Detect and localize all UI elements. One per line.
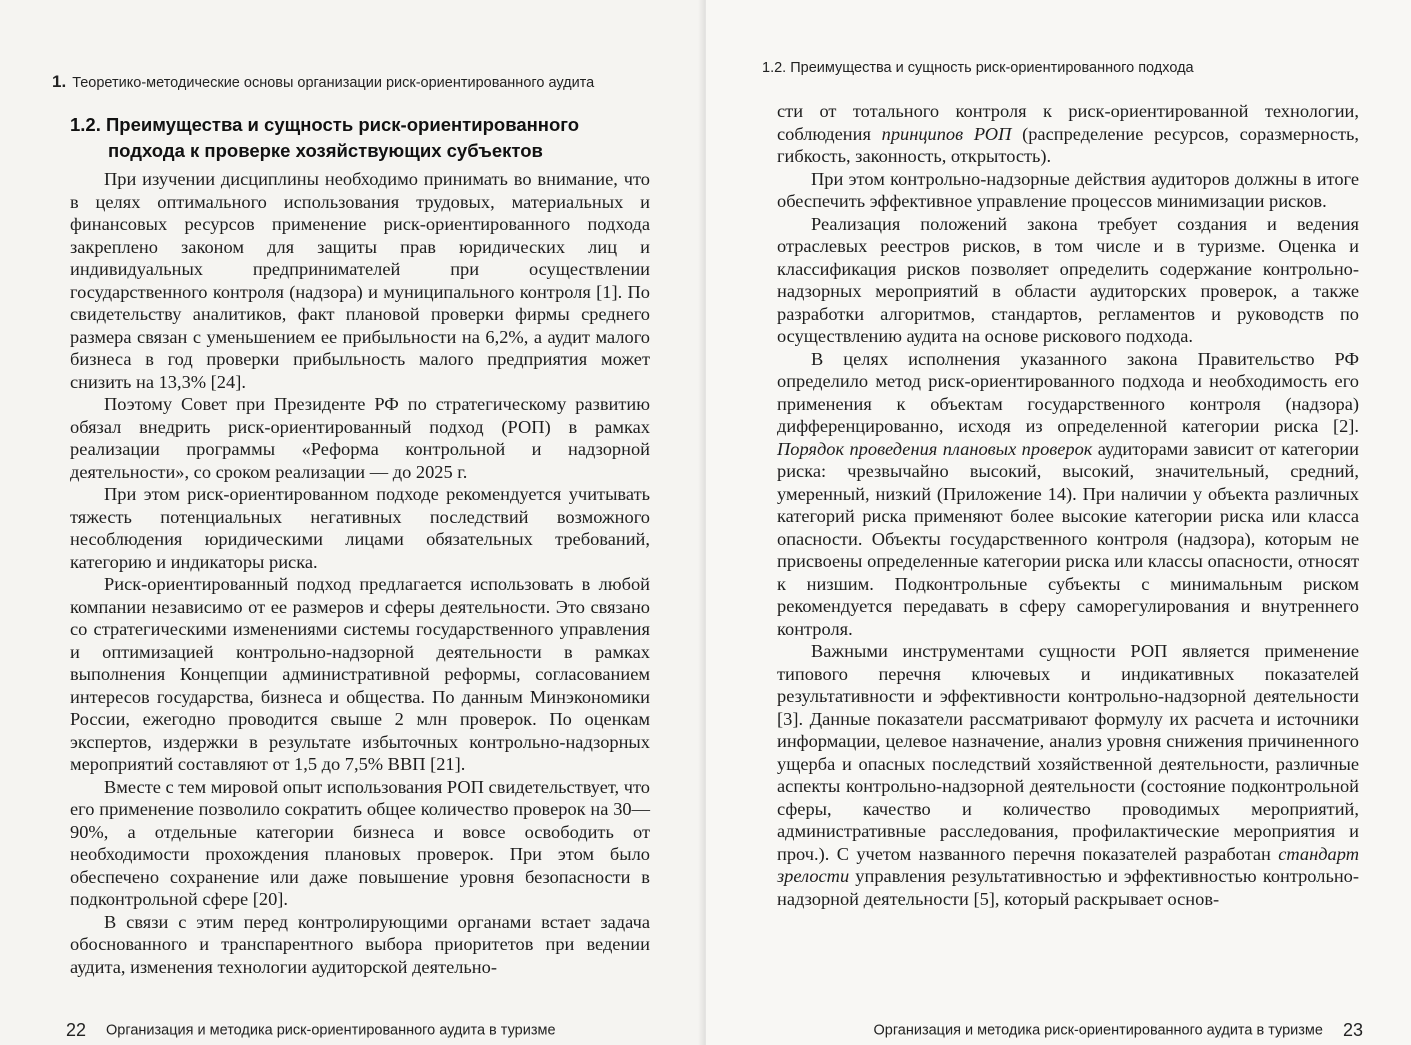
left-footer: [66, 1020, 556, 1041]
right-page: [706, 0, 1411, 1045]
paragraph: [777, 640, 1359, 910]
footer-book-title: Организация и методика риск-ориентированного аудита в туризме: [106, 1022, 556, 1039]
text-run: Важными инструментами сущности РОП является применение типового перечня ключевых и индикативных показателей результативности и эффективности контрольно-надзорной деятельности [3]. Данные показатели рассматривают формулу их расчета и источники информации, целевое назначение, анализ уровня снижения причиненного ущерба и опасных последствий хозяйственной деятельности, различные аспекты контрольно-надзорной деятельности (состояние подконтрольной сферы, качество и количество проводимых мероприятий, административные расследования, профилактические мероприятия и проч.). С учетом названного перечня показателей разработан: [777, 641, 1359, 864]
section-title: [70, 112, 630, 164]
left-running-head: [52, 72, 594, 92]
paragraph: [777, 100, 1359, 168]
right-body-text: [777, 100, 1359, 910]
running-head-chapter-title: Теоретико-методические основы организации риск-ориентированного аудита: [72, 75, 595, 91]
section-title-line-2: подхода к проверке хозяйствующих субъектов: [108, 140, 543, 161]
running-head-chapter-number: 1.: [52, 72, 67, 91]
text-run: (распределение ресурсов, соразмерность, гибкость, законность, открытость).: [777, 123, 1360, 166]
italic-term: принципов РОП: [881, 123, 1012, 144]
paragraph: Реализация положений закона требует создания и ведения отраслевых реестров рисков, в том числе и в туризме. Оценка и классификация рисков позволяет определить содержание контрольно-надзорных мероприятий в области аудиторских проверок, а также разработки алгоритмов, стандартов, регламентов и руководств по осуществлению аудита на основе рискового подхода.: [777, 213, 1359, 346]
italic-term: стандарт зрелости: [777, 843, 1359, 886]
paragraph: При этом риск-ориентированном подходе рекомендуется учитывать тяжесть потенциальных негативных последствий возможного несоблюдения юридическими лицами обязательных требований, категорию и индикаторы риска.: [70, 484, 650, 572]
right-footer: [873, 1020, 1363, 1041]
left-body-text: [70, 168, 650, 978]
text-run: управления результативностью и эффективностью контрольно-надзорной деятельности [5], который раскрывает основ-: [777, 866, 1359, 909]
text-run: В целях исполнения указанного закона Правительство РФ определило метод риск-ориентированного подхода и необходимость его применения к объектам государственного контроля (надзора) дифференцированно, исходя из определенной категории риска [2].: [777, 348, 1359, 436]
paragraph: Вместе с тем мировой опыт использования РОП свидетельствует, что его применение позволило сократить общее количество проверок на 30—90%, а отдельные категории бизнеса и вовсе освободить от необходимости прохождения плановых проверок. При этом было обеспечено сохранение или даже повышение уровня безопасности в подконтрольной сфере [20].: [70, 776, 650, 909]
page-number: 23: [1342, 1020, 1363, 1040]
italic-term: Порядок проведения плановых проверок: [777, 438, 1093, 459]
paragraph: Риск-ориентированный подход предлагается использовать в любой компании независимо от ее размеров и сферы деятельности. Это связано со стратегическими изменениями системы государственного управления и оптимизацией контрольно-надзорной деятельности в рамках выполнения Концепции административной реформы, согласованием интересов государства, бизнеса и общества. По данным Минэкономики России, ежегодно проводится свыше 2 млн проверок. По оценкам экспертов, издержки в результате избыточных контрольно-надзорных мероприятий составляют от 1,5 до 7,5% ВВП [21].: [70, 574, 650, 774]
page-number: 22: [66, 1020, 87, 1040]
paragraph: [777, 348, 1359, 641]
section-title-line-1: 1.2. Преимущества и сущность риск-ориентированного: [70, 114, 580, 135]
left-page: [0, 0, 705, 1045]
footer-book-title: Организация и методика риск-ориентированного аудита в туризме: [873, 1022, 1323, 1039]
paragraph: При этом контрольно-надзорные действия аудиторов должны в итоге обеспечить эффективное управление процессов минимизации рисков.: [777, 168, 1359, 211]
right-running-head: 1.2. Преимущества и сущность риск-ориентированного подхода: [762, 60, 1194, 76]
paragraph: В связи с этим перед контролирующими органами встает задача обоснованного и транспарентного выбора приоритетов при ведении аудита, изменения технологии аудиторской деятельно-: [70, 911, 650, 977]
paragraph: Поэтому Совет при Президенте РФ по стратегическому развитию обязал внедрить риск-ориентированный подход (РОП) в рамках реализации программы «Реформа контрольной и надзорной деятельности», со сроком реализации — до 2025 г.: [70, 394, 650, 482]
text-run: сти от тотального контроля к риск-ориентированной технологии, соблюдения: [777, 101, 1359, 144]
text-run: аудиторами зависит от категории риска: чрезвычайно высокий, высокий, значительный, средний, умеренный, низкий (Приложение 14). При наличии у объекта различных категорий риска применяют более высокие категории риска или класса опасности. Объекты государственного контроля (надзора), которым не присвоены определенные категории риска или классы опасности, относят к низшим. Подконтрольные субъекты с минимальным риском рекомендуется передавать в сферу саморегулирования и внутреннего контроля.: [777, 438, 1359, 639]
paragraph: При изучении дисциплины необходимо принимать во внимание, что в целях оптимального использования трудовых, материальных и финансовых ресурсов применение риск-ориентированного подхода закреплено законом для защиты прав юридических лиц и индивидуальных предпринимателей при осуществлении государственного контроля (надзора) и муниципального контроля [1]. По свидетельству аналитиков, факт плановой проверки фирмы среднего размера связан с уменьшением ее прибыльности на 6,2%, а аудит малого бизнеса в год проверки прибыльность малого предприятия может снизить на 13,3% [24].: [70, 169, 650, 392]
